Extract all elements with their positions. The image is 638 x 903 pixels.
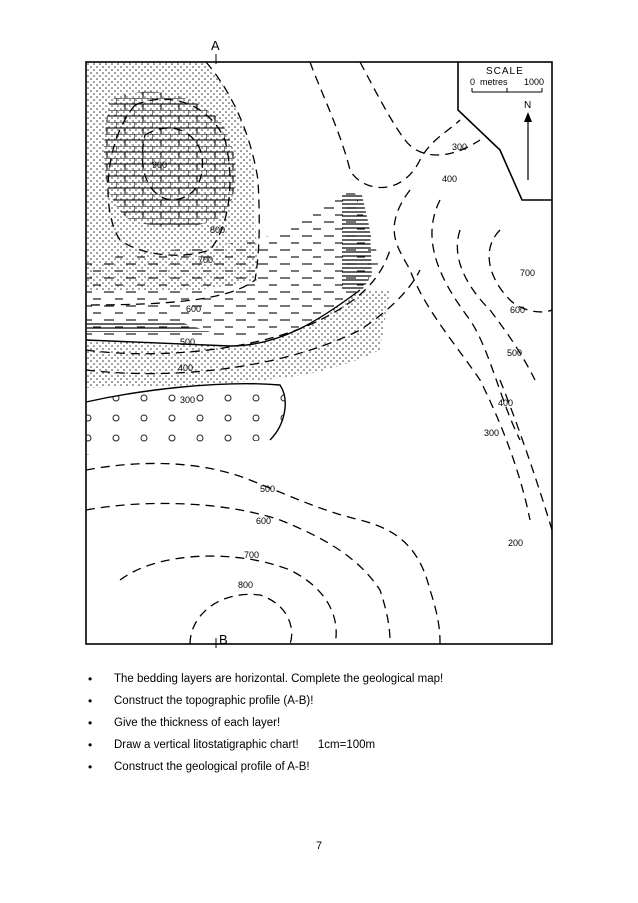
- contour-label: 300: [180, 395, 196, 405]
- bullet-icon: •: [88, 694, 93, 708]
- contour-label: 700: [198, 255, 214, 265]
- bullet-icon: •: [88, 760, 93, 774]
- task-text: Construct the geological profile of A-B!: [114, 761, 310, 773]
- map-drawing: [80, 50, 560, 650]
- page-number: 7: [315, 840, 323, 852]
- contour-label: 500: [260, 484, 276, 494]
- contour-label: 900: [152, 160, 168, 170]
- point-a-label: A: [211, 38, 220, 53]
- contour-label: 800: [210, 225, 226, 235]
- scale-right-value: 1000: [524, 77, 545, 87]
- contour-label: 500: [180, 337, 196, 347]
- task-item: [88, 756, 588, 778]
- scale-left-value: 0: [470, 77, 476, 87]
- task-text: Construct the topographic profile (A-B)!: [114, 695, 314, 707]
- contour-label: 400: [178, 363, 194, 373]
- task-item: [88, 712, 588, 734]
- task-item: [88, 668, 588, 690]
- contour-label: 600: [186, 304, 202, 314]
- contour-label: 600: [256, 516, 272, 526]
- contour-label: 700: [244, 550, 260, 560]
- contour-label: 700: [520, 268, 536, 278]
- task-text: The bedding layers are horizontal. Complete the geological map!: [114, 673, 444, 685]
- contour-label: 600: [510, 305, 526, 315]
- task-text: Draw a vertical litostatigraphic chart! 1cm=100m: [114, 739, 376, 751]
- contour-label: 400: [498, 398, 514, 408]
- task-text: Give the thickness of each layer!: [114, 717, 281, 729]
- contour-label: 800: [238, 580, 254, 590]
- bullet-icon: •: [88, 672, 93, 686]
- coal-layer-east: [342, 195, 372, 290]
- point-b-label: B: [219, 632, 228, 647]
- contour-label: 400: [442, 174, 458, 184]
- contour-label: 300: [452, 142, 468, 152]
- contour-label: 500: [507, 348, 523, 358]
- contour-label: 300: [484, 428, 500, 438]
- task-item: [88, 734, 588, 756]
- task-item: [88, 690, 588, 712]
- bullet-icon: •: [88, 738, 93, 752]
- scale-title: SCALE: [486, 66, 524, 77]
- scale-unit: metres: [480, 77, 508, 87]
- task-list: [88, 668, 588, 778]
- north-label: N: [524, 100, 532, 111]
- bullet-icon: •: [88, 716, 93, 730]
- contour-label: 200: [508, 538, 524, 548]
- geological-map: [80, 38, 560, 650]
